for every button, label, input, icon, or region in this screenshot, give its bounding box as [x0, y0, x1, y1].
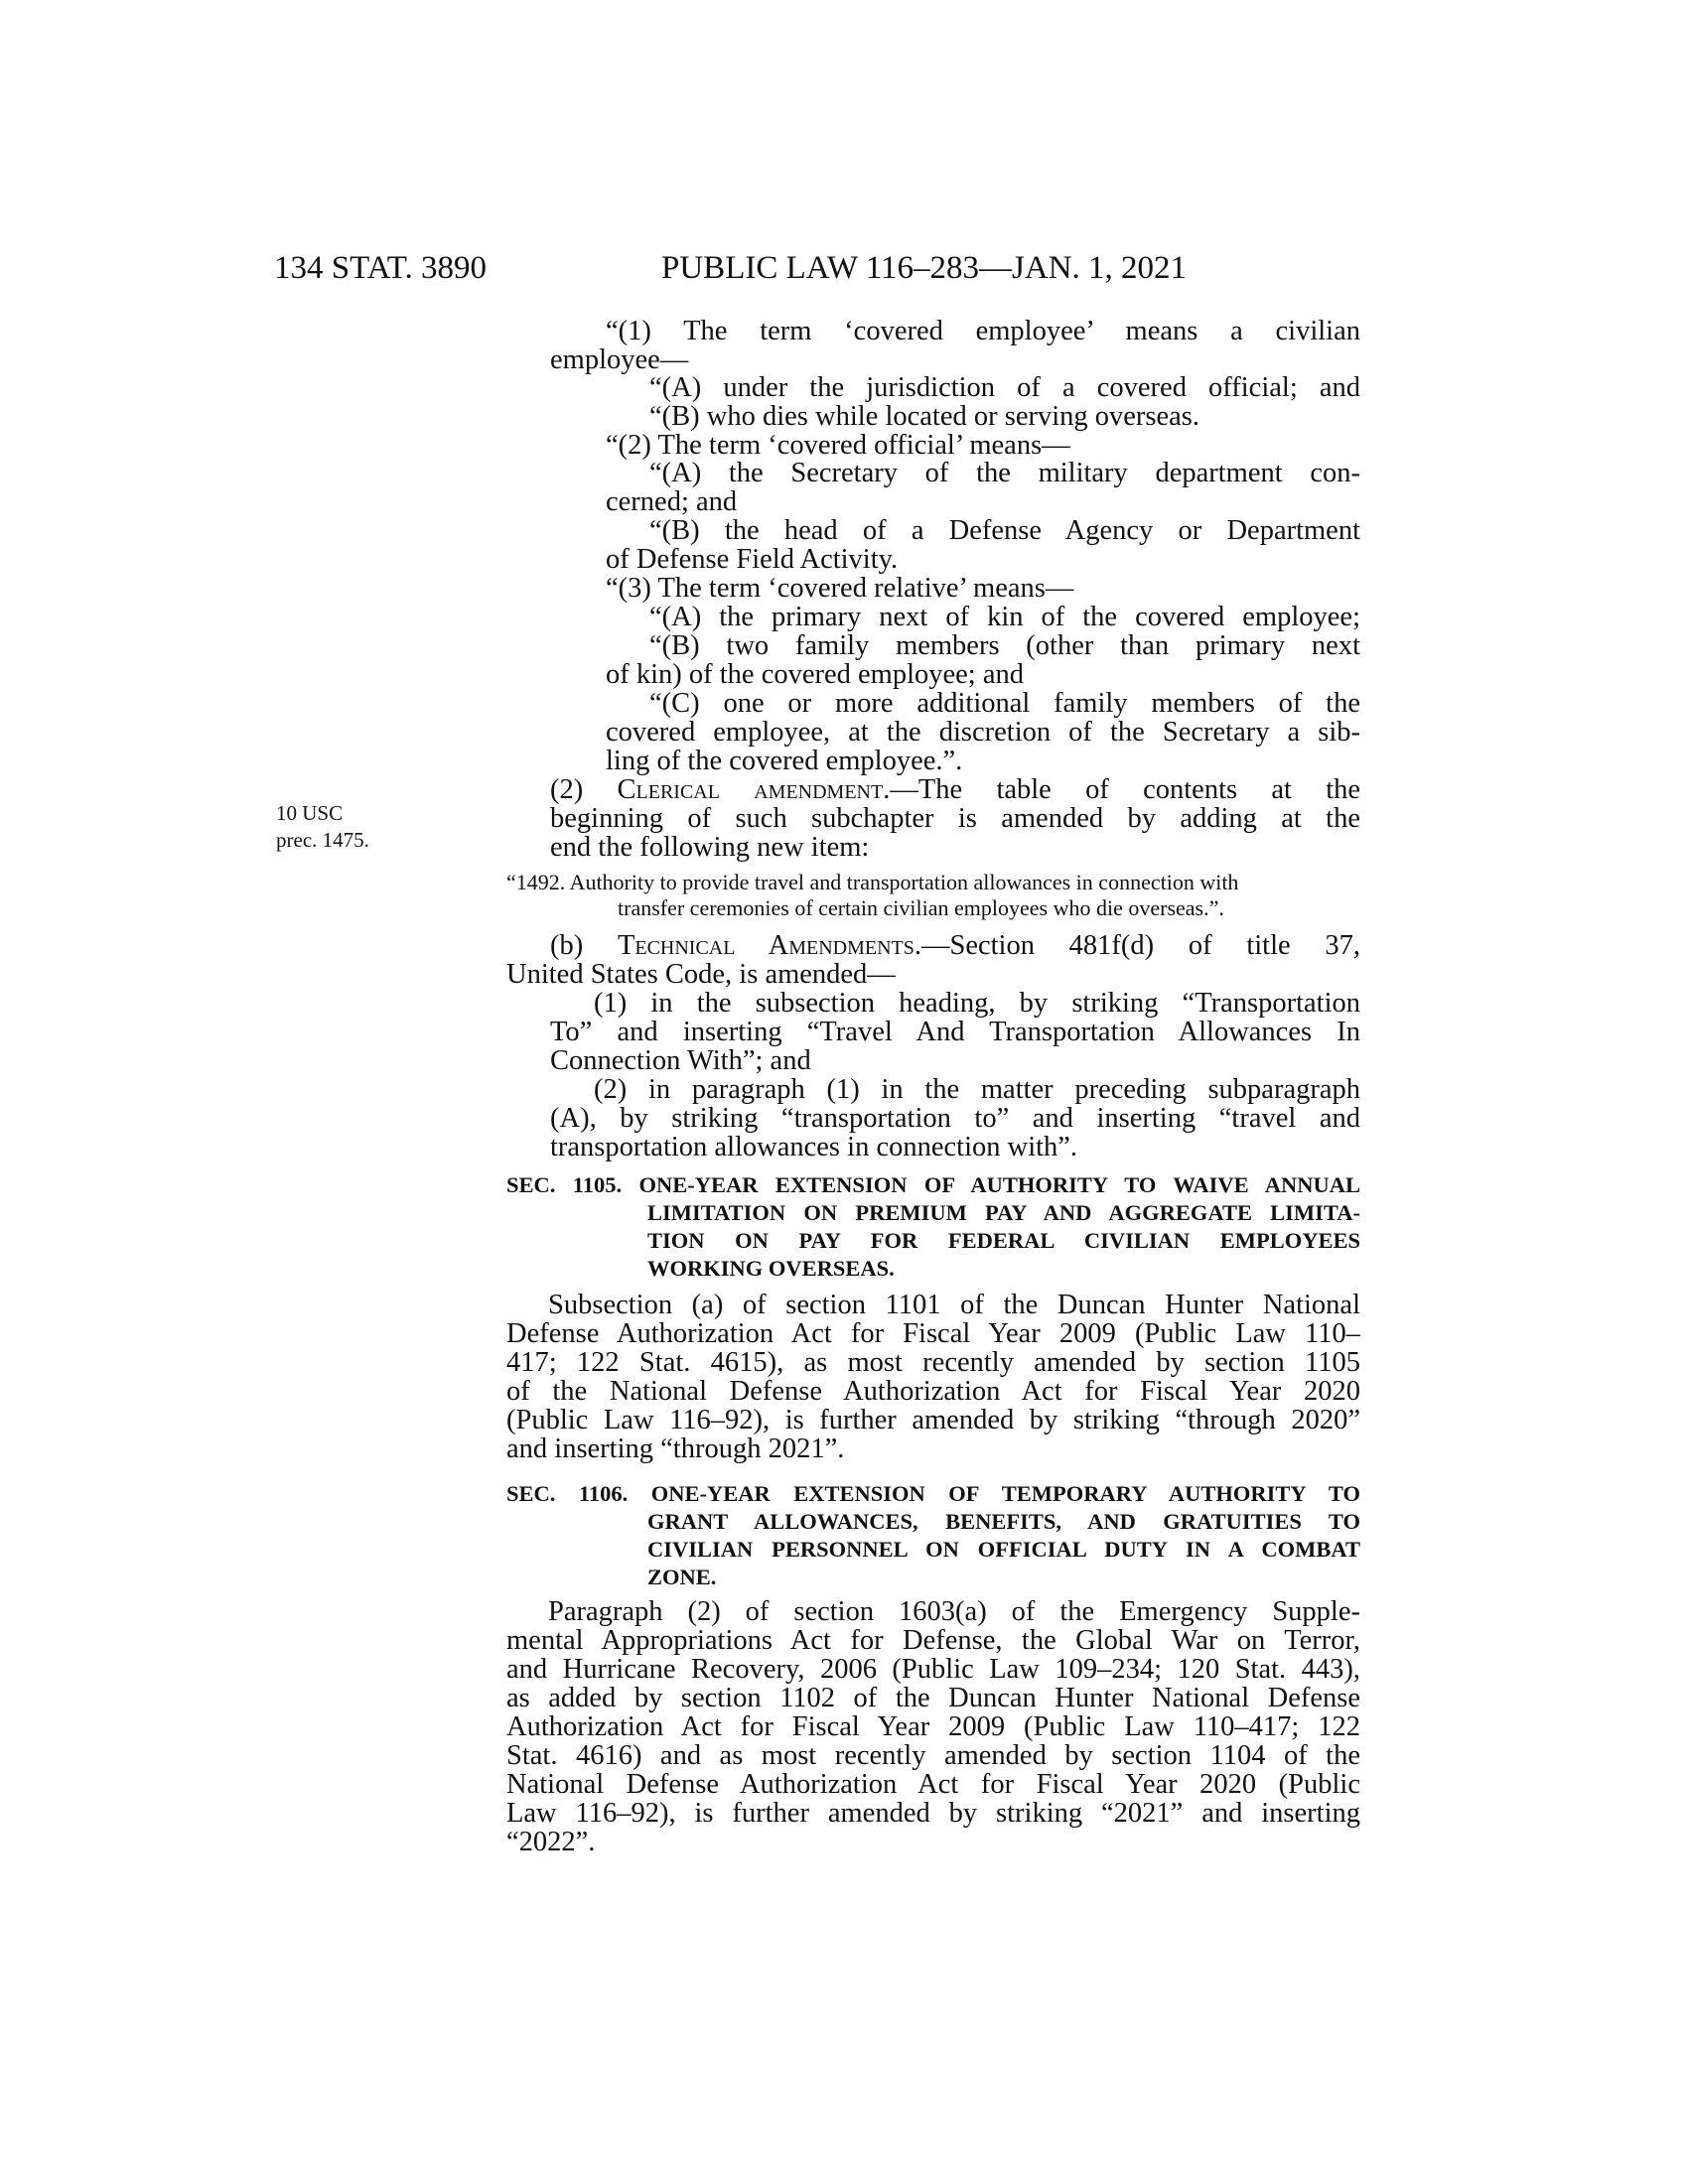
text-line: Stat. 4616) and as most recently amended by section 1104 of the: [506, 1740, 1360, 1771]
section-heading-1105: [506, 1171, 1360, 1283]
heading-line: CIVILIAN PERSONNEL ON OFFICIAL DUTY IN A COMBAT: [647, 1537, 1360, 1562]
text-line: Paragraph (2) of section 1603(a) of the Emergency Supple-: [548, 1596, 1360, 1627]
text-line: United States Code, is amended—: [506, 959, 896, 990]
text-line: “(3) The term ‘covered relative’ means—: [606, 573, 1074, 604]
text-line: transportation allowances in connection with”.: [550, 1132, 1078, 1162]
definitions-block: [606, 431, 1360, 460]
margin-note-line: prec. 1475.: [276, 828, 369, 852]
technical-amendments-items: [550, 989, 1360, 1161]
definitions-block: [550, 345, 1360, 374]
text-line: “2022”.: [506, 1827, 596, 1857]
section-heading-1106: [506, 1480, 1360, 1591]
text-line: “(A) the Secretary of the military department con-: [649, 458, 1360, 488]
text-line: mental Appropriations Act for Defense, the Global War on Terror,: [506, 1625, 1360, 1656]
text-line: employee—: [550, 344, 689, 375]
heading-line: LIMITATION ON PREMIUM PAY AND AGGREGATE LIMITA-: [647, 1200, 1360, 1225]
toc-line: transfer ceremonies of certain civilian employees who die overseas.”.: [618, 895, 1224, 920]
definitions-block: [550, 317, 1360, 345]
text-line: (1) in the subsection heading, by striking “Transportation: [594, 988, 1360, 1019]
text-line: 417; 122 Stat. 4615), as most recently amended by section 1105: [506, 1347, 1360, 1378]
text-line: and Hurricane Recovery, 2006 (Public Law 109–234; 120 Stat. 443),: [506, 1654, 1360, 1685]
text-line: beginning of such subchapter is amended by adding at the: [550, 803, 1360, 834]
text-line: “(B) two family members (other than primary next: [649, 630, 1360, 661]
text-line: of kin) of the covered employee; and: [606, 659, 1025, 690]
text-line: (2) in paragraph (1) in the matter preceding subparagraph: [594, 1074, 1360, 1105]
technical-amendments: [506, 931, 1360, 989]
heading-line: GRANT ALLOWANCES, BENEFITS, AND GRATUITIES TO: [647, 1509, 1360, 1534]
heading-line: SEC. 1105. ONE-YEAR EXTENSION OF AUTHORITY TO WAIVE ANNUAL: [506, 1172, 1360, 1197]
clerical-amendment: [550, 775, 1360, 862]
definitions-block: [649, 373, 1360, 431]
public-law-title: PUBLIC LAW 116–283—JAN. 1, 2021: [661, 250, 1188, 286]
text-line: and inserting “through 2021”.: [506, 1433, 845, 1464]
text-line: Connection With”; and: [550, 1045, 811, 1076]
heading-line: WORKING OVERSEAS.: [647, 1256, 895, 1281]
margin-note: [276, 800, 395, 854]
text-line: covered employee, at the discretion of the Secretary a sib-: [606, 717, 1360, 748]
text-line: “(B) who dies while located or serving overseas.: [649, 401, 1199, 432]
text-line: Subsection (a) of section 1101 of the Duncan Hunter National: [548, 1290, 1360, 1320]
text-line: Law 116–92), is further amended by striking “2021” and inserting: [506, 1798, 1360, 1829]
toc-line: “1492. Authority to provide travel and transportation allowances in connection with: [506, 870, 1239, 894]
paragraph-number: (2): [550, 774, 618, 805]
text-line: end the following new item:: [550, 832, 870, 863]
heading-line: ZONE.: [647, 1565, 717, 1589]
margin-note-line: 10 USC: [276, 801, 344, 825]
definitions-block: [606, 603, 1360, 775]
text-line: “(2) The term ‘covered official’ means—: [606, 430, 1070, 461]
text-fragment: .—The table of contents at the: [883, 774, 1361, 805]
text-line: “(B) the head of a Defense Agency or Department: [649, 515, 1360, 546]
section-body-1105: [506, 1291, 1360, 1463]
text-line: To” and inserting “Travel And Transportation Allowances In: [550, 1017, 1360, 1047]
text-line: Defense Authorization Act for Fiscal Year 2009 (Public Law 110–: [506, 1318, 1360, 1349]
text-line: “(A) under the jurisdiction of a covered official; and: [649, 372, 1360, 403]
definitions-block: [606, 459, 1360, 574]
heading-line: SEC. 1106. ONE-YEAR EXTENSION OF TEMPORARY AUTHORITY TO: [506, 1481, 1360, 1506]
subsection-heading: Technical Amendments: [617, 930, 914, 961]
text-line: “(A) the primary next of kin of the covered employee;: [649, 602, 1360, 632]
text-line: ling of the covered employee.”.: [606, 746, 963, 776]
section-body-1106: [506, 1597, 1360, 1856]
text-line: (A), by striking “transportation to” and inserting “travel and: [550, 1103, 1360, 1134]
text-line: (Public Law 116–92), is further amended by striking “through 2020”: [506, 1405, 1360, 1435]
text-line: National Defense Authorization Act for Fiscal Year 2020 (Public: [506, 1769, 1360, 1800]
text-line: “(1) The term ‘covered employee’ means a civilian: [606, 316, 1360, 346]
text-line: of Defense Field Activity.: [606, 544, 899, 575]
page-header: [274, 250, 1366, 290]
text-line: “(C) one or more additional family members of the: [649, 688, 1360, 719]
heading-line: TION ON PAY FOR FEDERAL CIVILIAN EMPLOYEES: [647, 1228, 1360, 1253]
text-line: cerned; and: [606, 486, 738, 517]
toc-item: [506, 870, 1360, 921]
definitions-block: [606, 574, 1360, 603]
text-fragment: .—Section 481f(d) of title 37,: [914, 930, 1360, 961]
text-line: as added by section 1102 of the Duncan Hunter National Defense: [506, 1683, 1360, 1713]
text-line: [550, 775, 1360, 804]
text-line: of the National Defense Authorization Act for Fiscal Year 2020: [506, 1376, 1360, 1407]
paragraph-heading: Clerical amendment: [617, 774, 884, 805]
subsection-label: (b): [550, 930, 618, 961]
text-line: Authorization Act for Fiscal Year 2009 (Public Law 110–417; 122: [506, 1711, 1360, 1742]
text-line: [506, 931, 1360, 960]
statute-page-reference: 134 STAT. 3890: [274, 250, 488, 286]
